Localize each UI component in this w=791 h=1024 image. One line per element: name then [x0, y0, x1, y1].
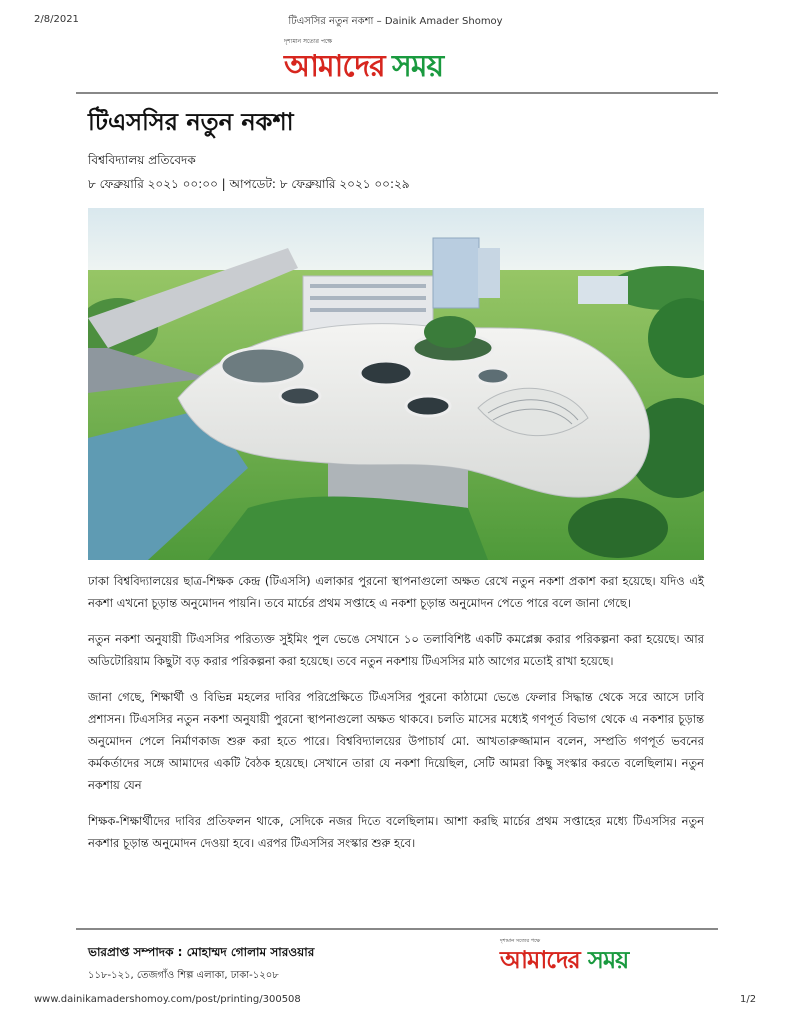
- print-url[interactable]: www.dainikamadershomoy.com/post/printing/300508: [34, 994, 301, 1005]
- article-byline: বিশ্ববিদ্যালয় প্রতিবেদক: [88, 153, 196, 167]
- article-photo: [88, 208, 704, 560]
- article-body: [88, 570, 704, 868]
- article-paragraph: নতুন নকশা অনুযায়ী টিএসসির পরিত্যক্ত সুইমিং পুল ভেঙে সেখানে ১০ তলাবিশিষ্ট একটি কমপ্লেক্স করার পরিকল্পনা করা হয়েছে। আর অডিটোরিয়াম কিছুটা বড় করার পরিকল্পনা করা হয়েছে। তবে নতুন নকশায় টিএসসির মাঠ আগের মতোই রাখা হয়েছে।: [88, 632, 704, 668]
- footer-divider: [76, 928, 718, 930]
- article-paragraph: শিক্ষক-শিক্ষার্থীদের দাবির প্রতিফলন থাকে, সেদিকে নজর দিতে বলেছিলাম। আশা করছি মার্চের প্রথম সপ্তাহের মধ্যে টিএসসির নতুন নকশার চূড়ান্ত অনুমোদন দেওয়া হবে। এরপর টিএসসির সংস্কার শুরু হবে।: [88, 814, 704, 850]
- article-paragraph: জানা গেছে, শিক্ষার্থী ও বিভিন্ন মহলের দাবির পরিপ্রেক্ষিতে টিএসসির পুরনো কাঠামো ভেঙে ফেলার সিদ্ধান্ত থেকে সরে আসে ঢাবি প্রশাসন। টিএসসির নতুন নকশা অনুযায়ী পুরনো স্থাপনাগুলো অক্ষত থাকবে। চলতি মাসের মধ্যেই গণপূর্ত বিভাগ থেকে এ নকশার চূড়ান্ত অনুমোদন পেলে নির্মাণকাজ শুরু করা হতে পারে। বিশ্ববিদ্যালয়ের উপাচার্য মো. আখতারুজ্জামান বলেন, সম্প্রতি গণপূর্ত ভবনের কর্মকর্তাদের সঙ্গে আমাদের একটি বৈঠক হয়েছে। সেখানে তারা যে নকশা দিয়েছিল, সেটি আমরা কিছু সংস্কার করতে বলেছিলাম। নতুন নকশায় যেন: [88, 690, 704, 792]
- page-number: 1/2: [740, 994, 757, 1005]
- print-date: 2/8/2021: [34, 14, 79, 25]
- logo-word-red: আমাদের: [284, 49, 385, 84]
- office-address: ১১৮-১২১, তেজগাঁও শিল্প এলাকা, ঢাকা-১২০৮: [88, 970, 279, 981]
- article-headline: টিএসসির নতুন নকশা: [88, 108, 294, 136]
- masthead-logo[interactable]: [270, 36, 520, 84]
- footer-logo-word-red: আমাদের: [500, 946, 580, 974]
- footer-logo[interactable]: [490, 938, 690, 978]
- logo-tagline: দৃশ্যমান সত্যের পক্ষে: [284, 38, 333, 45]
- footer-logo-tagline: দৃশ্যমান সত্যের পক্ষে: [500, 938, 541, 944]
- article-paragraph: ঢাকা বিশ্ববিদ্যালয়ের ছাত্র-শিক্ষক কেন্দ্র (টিএসসি) এলাকার পুরনো স্থাপনাগুলো অক্ষত রেখে নতুন নকশা প্রকাশ করা হয়েছে। যদিও এই নকশা এখনো চূড়ান্ত অনুমোদন পায়নি। তবে মার্চের প্রথম সপ্তাহে এ নকশা চূড়ান্ত অনুমোদন পেতে পারে বলে জানা গেছে।: [88, 574, 704, 610]
- footer-logo-word-green: সময়: [588, 946, 629, 974]
- article-dates: ৮ ফেব্রুয়ারি ২০২১ ০০:০০ | আপডেট: ৮ ফেব্রুয়ারি ২০২১ ০০:২৯: [88, 177, 410, 191]
- acting-editor: ভারপ্রাপ্ত সম্পাদক : মোহাম্মদ গোলাম সারওয়ার: [88, 945, 315, 959]
- logo-word-green: সময়: [392, 49, 444, 84]
- header-divider: [76, 92, 718, 94]
- print-page-title: টিএসসির নতুন নকশা – Dainik Amader Shomoy: [288, 16, 503, 27]
